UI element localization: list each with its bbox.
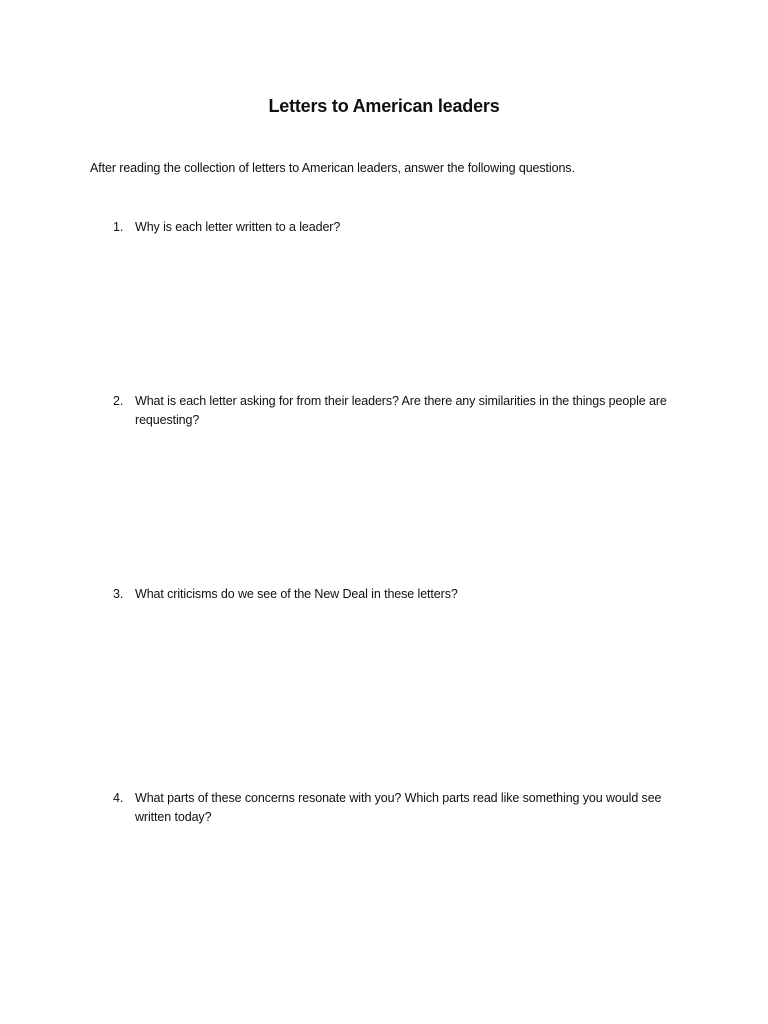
question-text: What parts of these concerns resonate with you? Which parts read like something you would see written today? — [135, 791, 662, 824]
question-number: 3. — [113, 587, 124, 601]
question-text: Why is each letter written to a leader? — [135, 220, 341, 234]
question-item — [113, 218, 673, 237]
question-item — [113, 789, 673, 827]
question-number: 4. — [113, 791, 124, 805]
page-title: Letters to American leaders — [268, 96, 500, 116]
question-text: What criticisms do we see of the New Deal in these letters? — [135, 587, 458, 601]
question-number: 2. — [113, 394, 124, 408]
question-text: What is each letter asking for from their leaders? Are there any similarities in the things people are requesting? — [135, 394, 667, 427]
question-item — [113, 392, 673, 430]
question-item — [113, 585, 673, 604]
question-number: 1. — [113, 220, 124, 234]
instructions-text: After reading the collection of letters to American leaders, answer the following questions. — [90, 161, 575, 175]
